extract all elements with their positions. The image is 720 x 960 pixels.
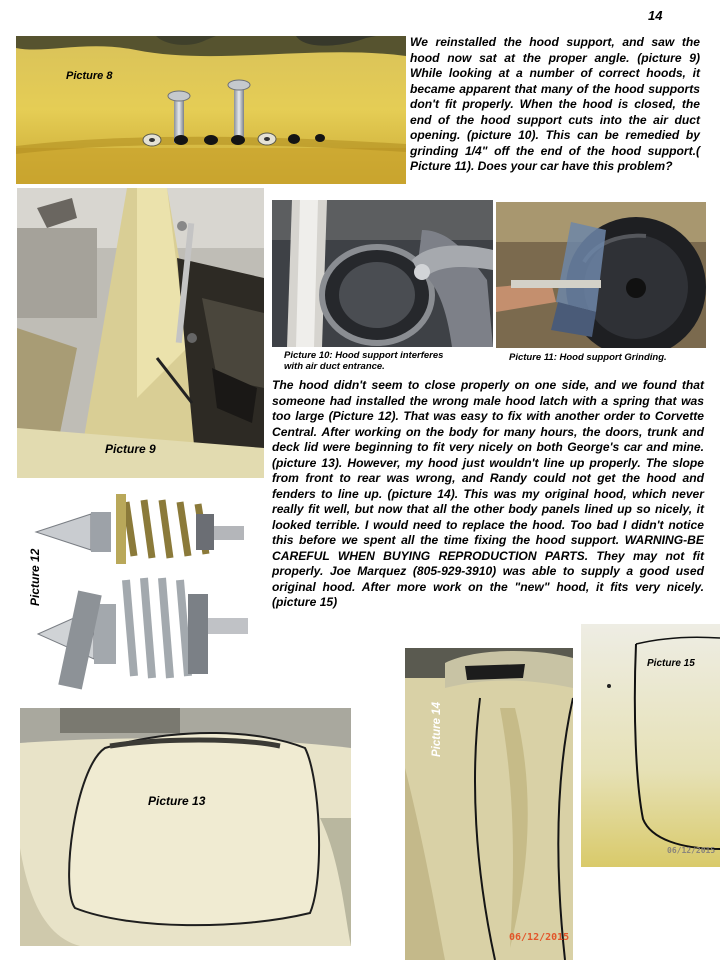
picture-12-caption: Picture 12 bbox=[28, 548, 42, 606]
picture-15-photo bbox=[581, 624, 720, 867]
picture-14-caption: Picture 14 bbox=[431, 702, 443, 757]
picture-10-caption-line-1: Picture 10: Hood support interferes bbox=[284, 350, 444, 361]
picture-11-caption: Picture 11: Hood support Grinding. bbox=[509, 352, 667, 363]
hood-front-image bbox=[20, 708, 351, 946]
hood-bolts-image bbox=[16, 36, 406, 184]
air-duct-image bbox=[272, 200, 493, 347]
picture-13-caption: Picture 13 bbox=[148, 794, 206, 808]
hood-latch-image bbox=[16, 484, 264, 704]
picture-9-caption: Picture 9 bbox=[105, 442, 156, 456]
picture-15-date-stamp: 06/12/2015 bbox=[667, 846, 716, 855]
page-number: 14 bbox=[648, 8, 663, 23]
hood-side-image bbox=[405, 648, 573, 960]
picture-14-photo bbox=[405, 648, 573, 960]
body-text-paragraph-2: The hood didn't seem to close properly on one side, and we found that someone had installed the wrong male hood latch with a spring that was too large (Picture 12). That was easy to fix with another order to Corvette Central. After working on the body for many hours, the doors, trunk and deck lid were beginning to fit very nicely on both George's car and mine. (picture 13). However, my hood just wouldn't line up properly. The slope from front to rear was wrong, and Randy could not get the hood and fenders to line up. (picture 14). This was my original hood, which never really fit well, but now that all the other body panels lined up so nicely, it looked terrible. I would need to replace the hood. Too bad I didn't notice this before we spent all the time fixing the hood support. WARNING-BE CAREFUL WHEN BUYING REPRODUCTION PARTS. They may not fit properly. Joe Marquez (805-929-3910) was able to supply a good used original hood. After more work on the "new" hood, it fits very nicely. (picture 15) bbox=[272, 378, 704, 609]
picture-15-caption: Picture 15 bbox=[647, 658, 695, 669]
picture-10-photo bbox=[272, 200, 493, 347]
body-text-paragraph-1: We reinstalled the hood support, and saw the hood now sat at the proper angle. (picture 9) While looking at a number of correct hoods, it became apparent that many of the hood supports don't fit properly. When the hood is closed, the end of the hood support cuts into the air duct opening. (picture 10). This can be remedied by grinding 1/4" off the end of the hood support.( Picture 11). Does your car have this problem? bbox=[410, 35, 700, 173]
picture-12-photo bbox=[16, 484, 264, 704]
picture-10-caption-line-2: with air duct entrance. bbox=[284, 361, 385, 372]
picture-14-date-stamp: 06/12/2015 bbox=[509, 932, 570, 943]
picture-8-caption: Picture 8 bbox=[66, 70, 113, 82]
hood-open-image bbox=[17, 188, 264, 478]
picture-13-photo bbox=[20, 708, 351, 946]
grinder-image bbox=[496, 202, 706, 348]
picture-8-photo bbox=[16, 36, 406, 184]
picture-11-photo bbox=[496, 202, 706, 348]
picture-9-photo bbox=[17, 188, 264, 478]
